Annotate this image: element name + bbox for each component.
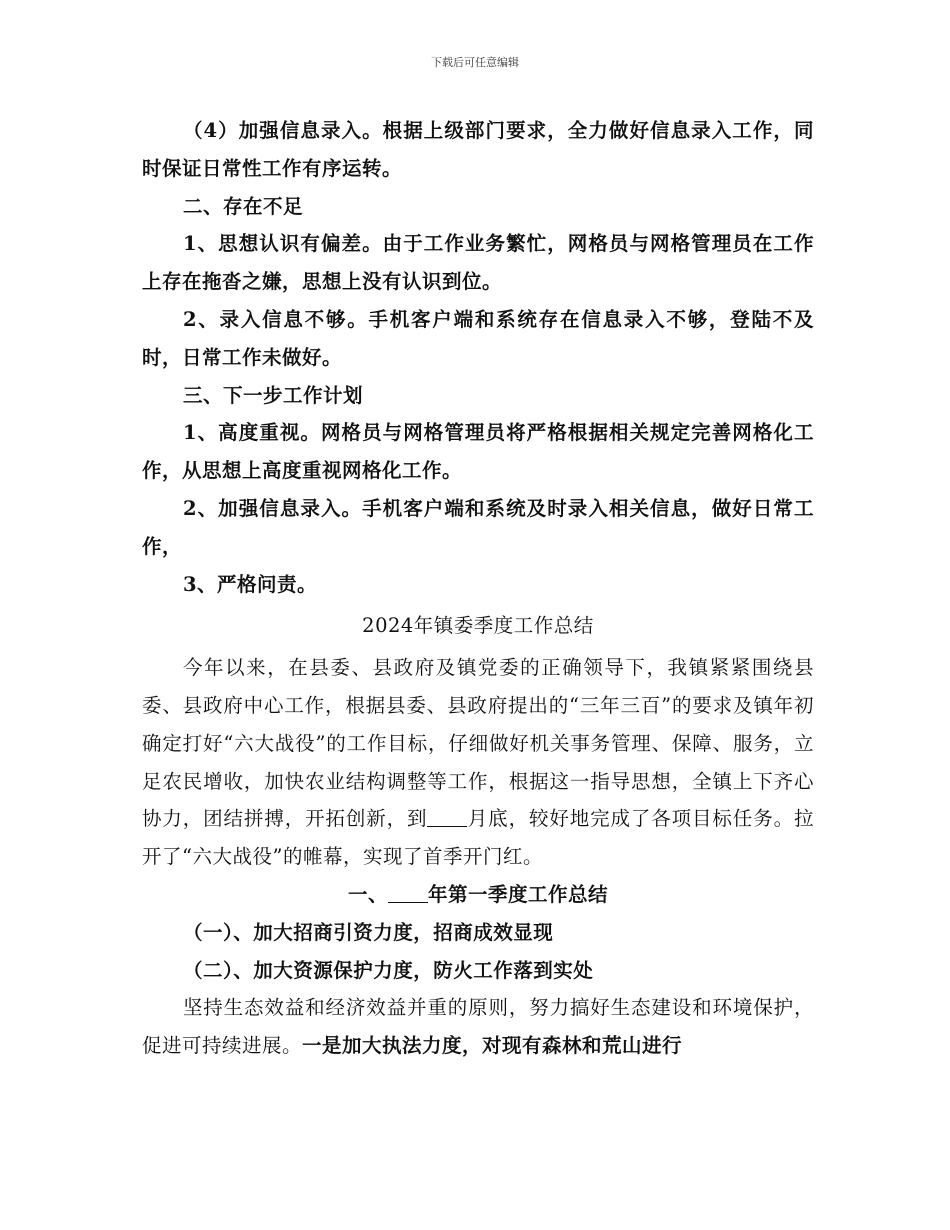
section-heading-q1 <box>142 876 814 914</box>
subheading-resource-protection: （二）、加大资源保护力度，防火工作落到实处 <box>182 958 594 982</box>
ecology-text: 坚持生态效益和经济效益并重的原则，努力搞好生态建设和环境保护，促进可持续进展。 <box>142 996 814 1058</box>
section-heading-prefix: 一、 <box>347 882 388 906</box>
paragraph-attention: 1、高度重视。网格员与网格管理员将严格根据相关规定完善网格化工作，从思想上高度重视网格化工作。 <box>142 421 814 483</box>
paragraph-intro <box>142 649 814 876</box>
paragraph-accountability: 3、严格问责。 <box>182 572 318 596</box>
header-note: 下载后可任意编辑 <box>431 56 519 69</box>
heading-next-plan: 三、下一步工作计划 <box>182 383 363 407</box>
paragraph-ecology <box>142 989 814 1065</box>
section-heading-suffix: 年第一季度工作总结 <box>428 882 609 906</box>
subheading-investment: （一）、加大招商引资力度，招商成效显现 <box>182 920 554 944</box>
heading-shortcomings: 二、存在不足 <box>182 194 303 218</box>
document-body <box>142 112 814 1065</box>
paragraph-strengthen-entry: 2、加强信息录入。手机客户端和系统及时录入相关信息，做好日常工作， <box>142 496 814 558</box>
intro-text-a: 今年以来，在县委、县政府及镇党委的正确领导下，我镇紧紧围绕县委、县政府中心工作，根据县委、县政府提出的“三年三百”的要求及镇年初确定打好“六大战役”的工作目标，仔细做好机关事务管理、保障、服务，立足农民增收，加快农业结构调整等工作，根据这一指导思想，全镇上下齐心协力，团结拼搏，开拓创新，到 <box>142 656 814 831</box>
intro-text-b: 月底，较好地完成了各项目标任务。拉开了“六大战役”的帷幕，实现了首季开门红。 <box>142 807 814 869</box>
ecology-text-bold: 一是加大执法力度，对现有森林和荒山进行 <box>302 1034 683 1058</box>
paragraph-info-entry: （4）加强信息录入。根据上级部门要求，全力做好信息录入工作，同时保证日常性工作有序运转。 <box>142 119 814 180</box>
blank-year <box>388 882 428 903</box>
document-title: 2024年镇委季度工作总结 <box>362 614 594 638</box>
blank-month <box>427 807 467 828</box>
paragraph-entry-insufficient: 2、录入信息不够。手机客户端和系统存在信息录入不够，登陆不及时，日常工作未做好。 <box>142 307 814 369</box>
paragraph-ideology: 1、思想认识有偏差。由于工作业务繁忙，网格员与网格管理员在工作上存在拖沓之嫌，思想上没有认识到位。 <box>142 232 814 294</box>
